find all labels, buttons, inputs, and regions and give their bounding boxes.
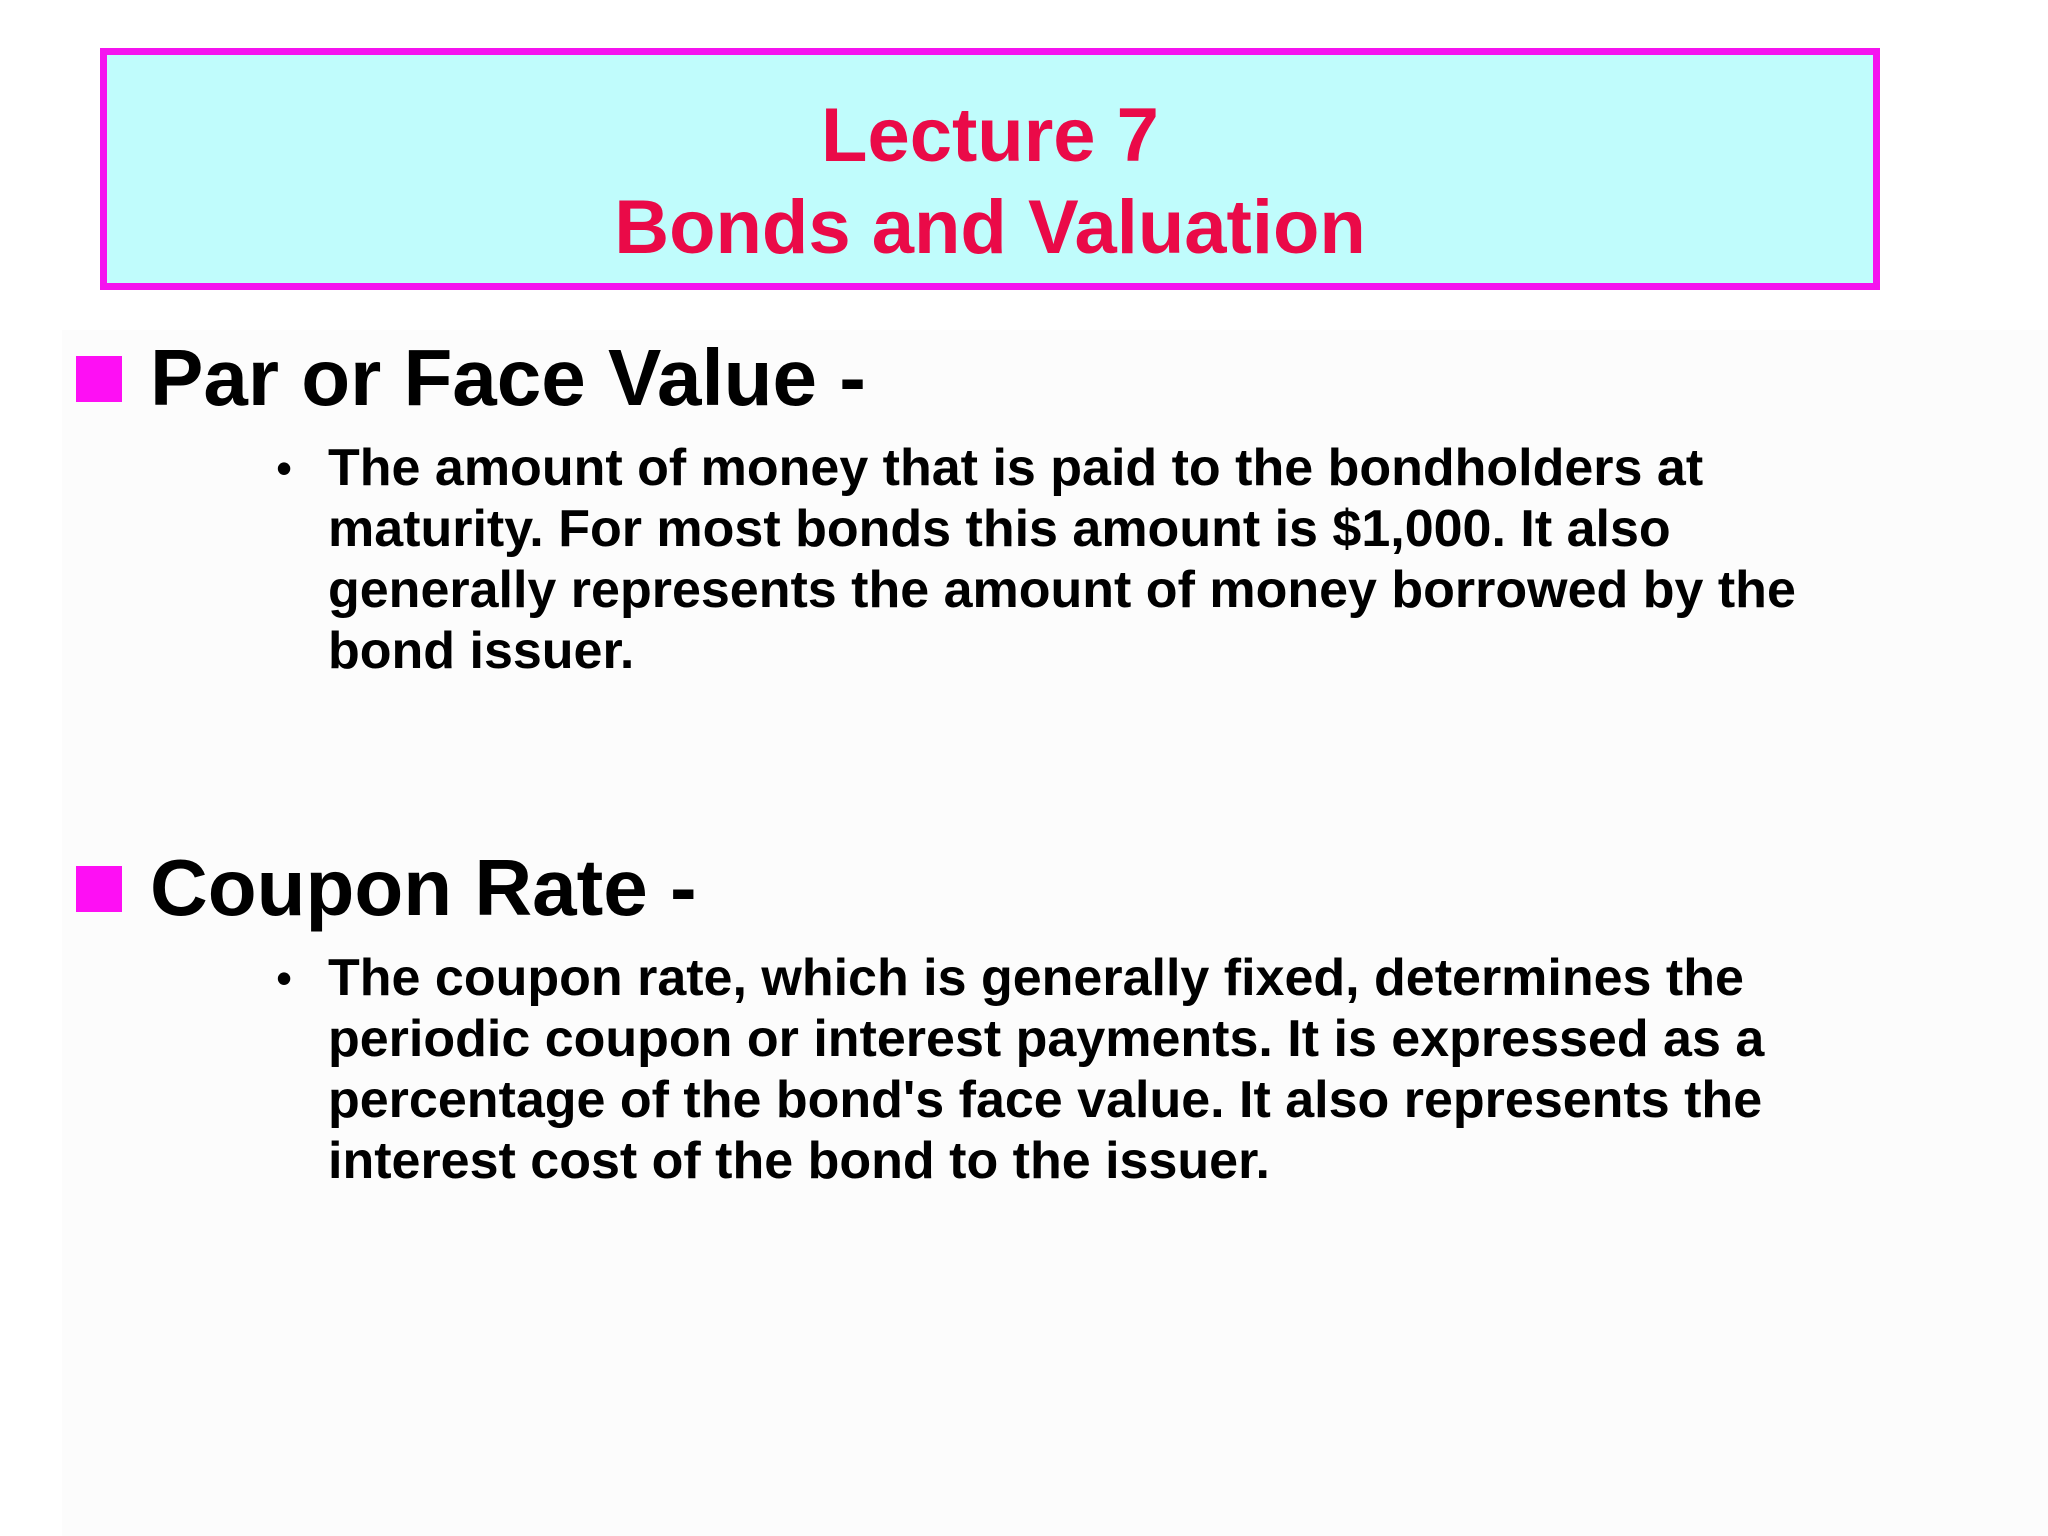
- bullet-text-line: maturity. For most bonds this amount is $1,000. It also: [328, 500, 1671, 558]
- section-heading-row: [76, 328, 2036, 428]
- section-par-value: [76, 328, 2036, 680]
- section-coupon-rate: [76, 838, 2036, 1190]
- bullet-text-line: bond issuer.: [328, 622, 635, 680]
- bullet-text-line: The coupon rate, which is generally fixed, determines the: [328, 949, 1744, 1007]
- square-bullet-icon: [76, 866, 122, 912]
- bullet-text-line: The amount of money that is paid to the bondholders at: [328, 439, 1704, 497]
- bullet-text-line: generally represents the amount of money borrowed by the: [328, 561, 1796, 619]
- square-bullet-icon: [76, 356, 122, 402]
- bullet-text-line: interest cost of the bond to the issuer.: [328, 1132, 1270, 1190]
- bullet-text: [328, 438, 1796, 682]
- bullet-dot-icon: •: [276, 952, 293, 1004]
- title-topic: Bonds and Valuation: [614, 185, 1366, 270]
- bullet-text-line: percentage of the bond's face value. It also represents the: [328, 1071, 1763, 1129]
- bullet-dot-icon: •: [276, 442, 293, 494]
- section-heading: Par or Face Value -: [150, 333, 866, 422]
- title-box: [100, 48, 1880, 290]
- section-heading: Coupon Rate -: [150, 843, 697, 932]
- title-lecture-number: Lecture 7: [821, 93, 1159, 178]
- bullet-text-line: periodic coupon or interest payments. It is expressed as a: [328, 1010, 1765, 1068]
- bullet-text: [328, 948, 1764, 1192]
- section-heading-row: [76, 838, 2036, 938]
